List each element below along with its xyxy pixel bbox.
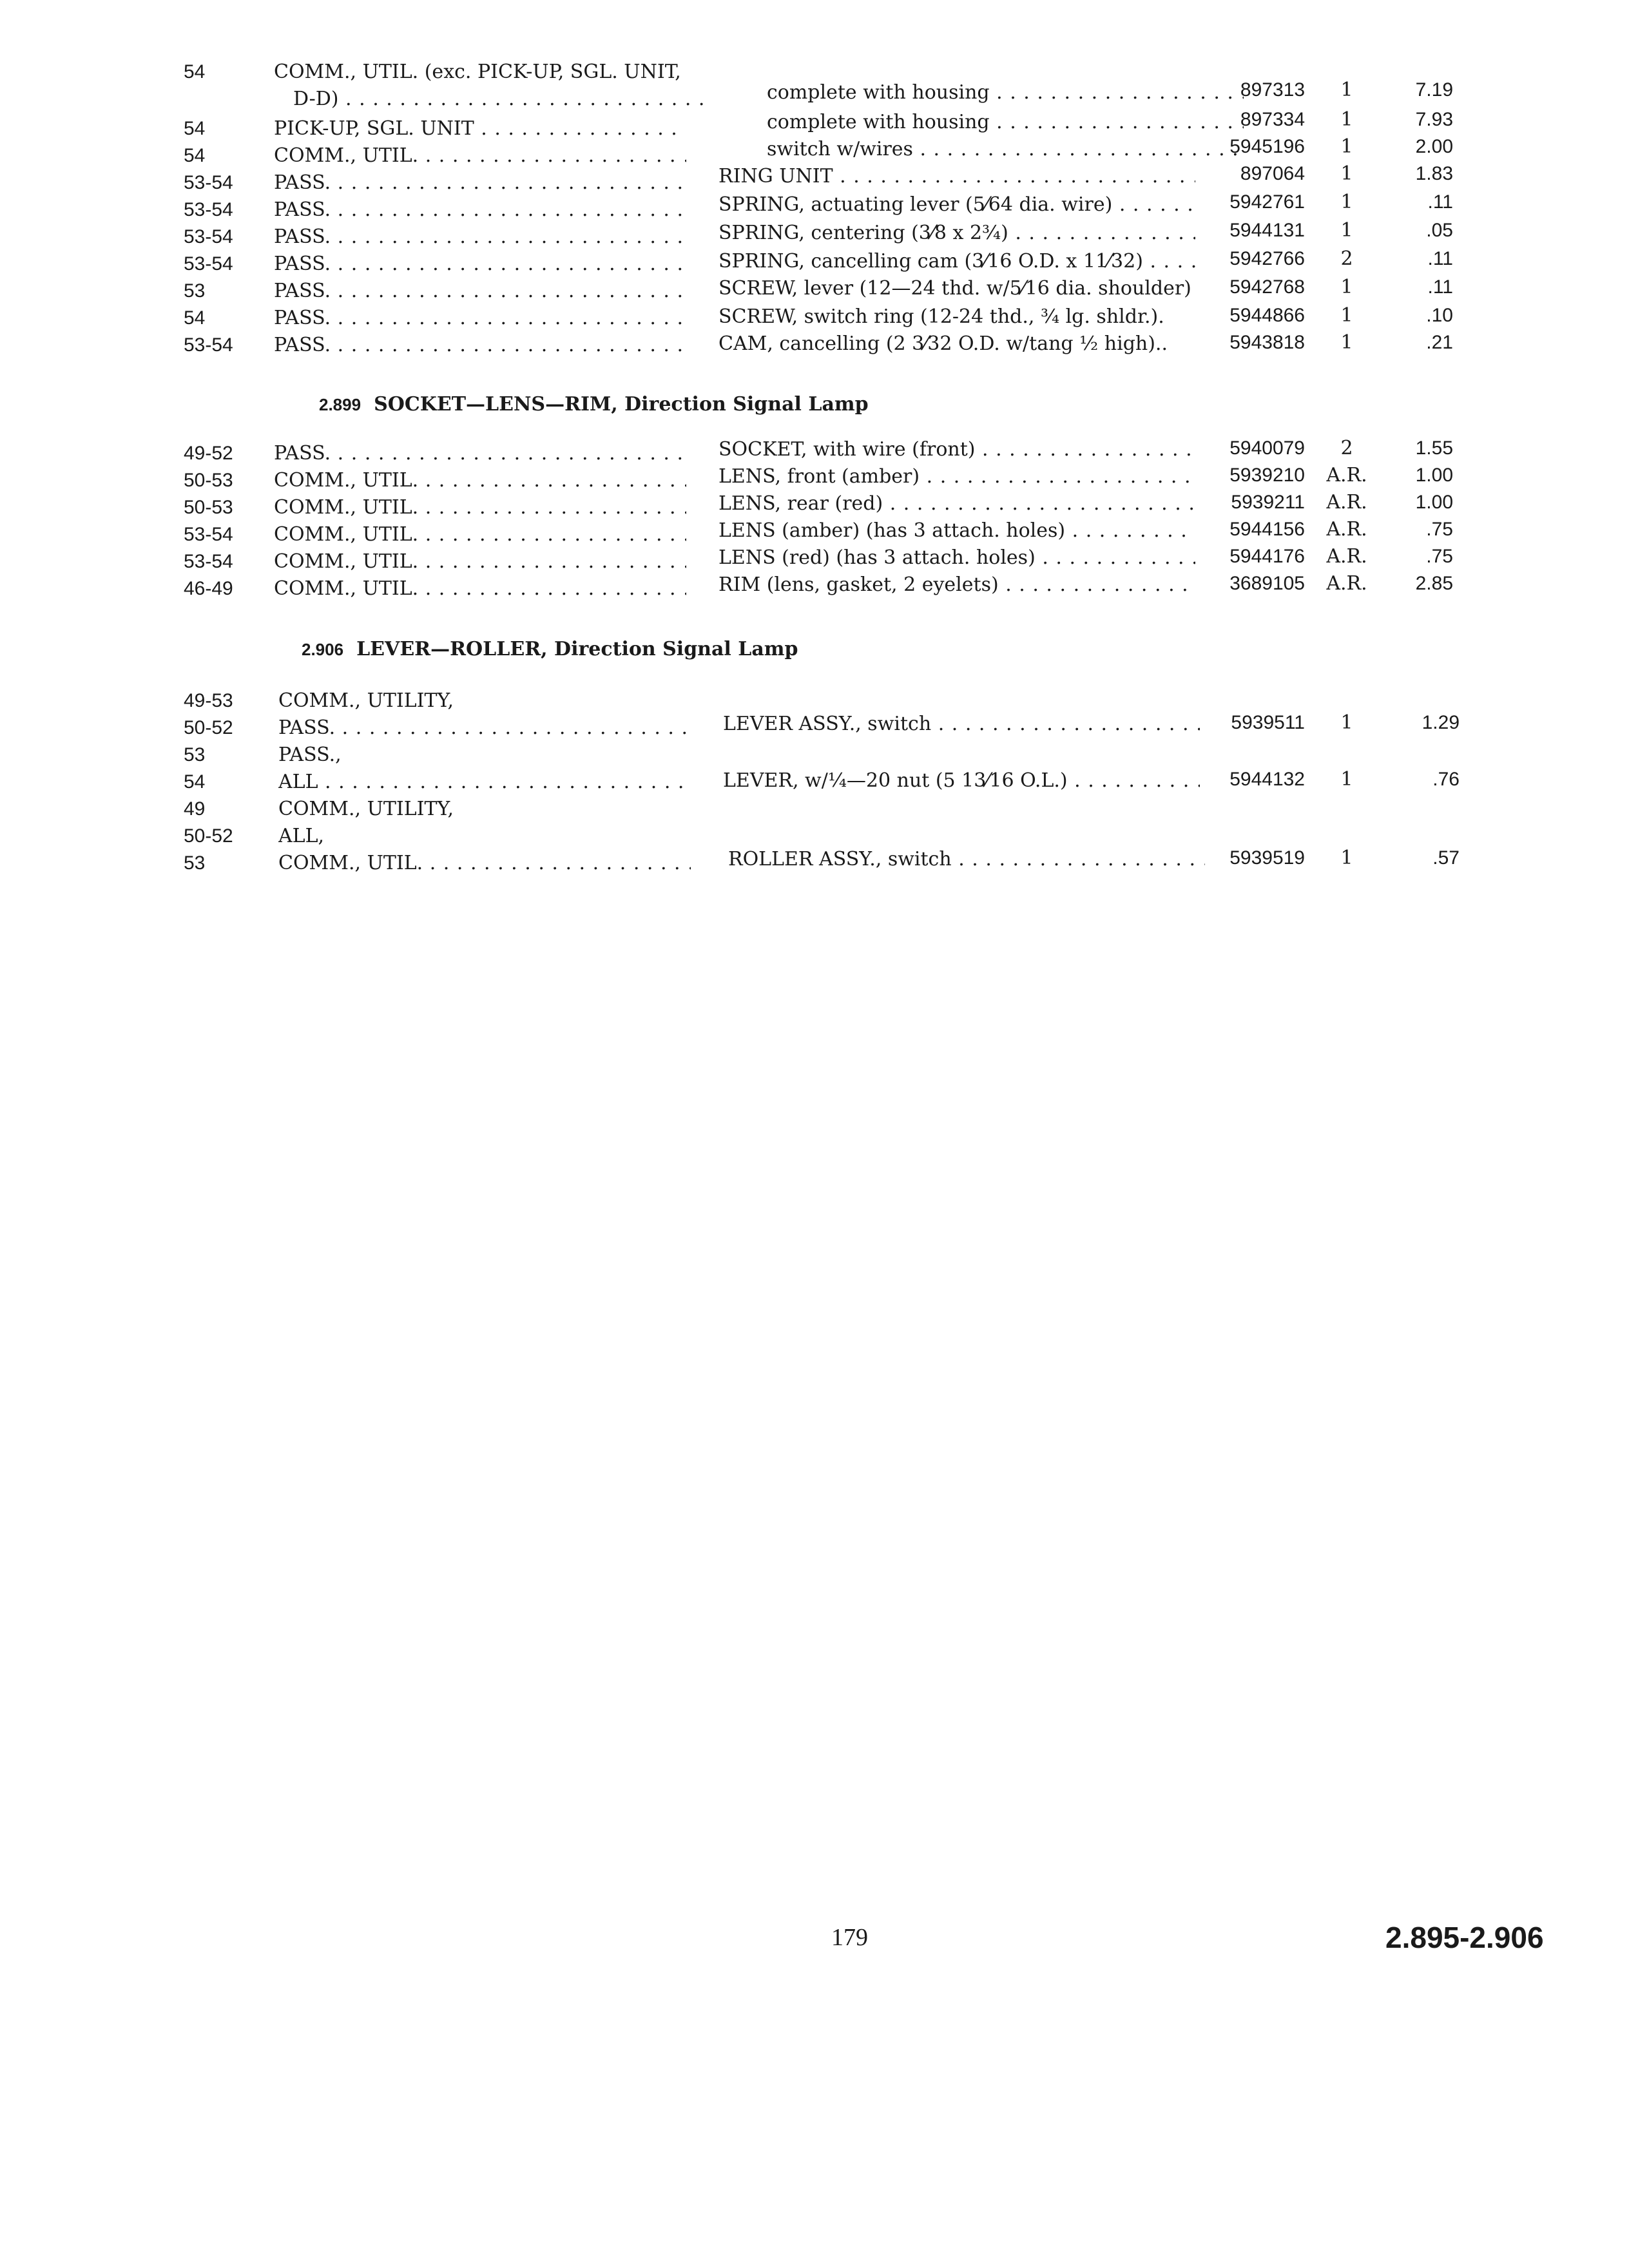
description-cell: SCREW, lever (12—24 thd. w/5⁄16 dia. shoulder) (718, 277, 1191, 300)
description-cell: LEVER ASSY., switch . . . (723, 710, 1200, 738)
model-cell: PASS. . . . (274, 169, 686, 197)
quantity-cell: 2 (1340, 437, 1353, 459)
model-cell: COMM., UTIL. . . . (274, 521, 686, 549)
year-cell: 54 (184, 307, 206, 329)
model-cell: COMM., UTIL. . . . (278, 849, 691, 878)
model-cell: ALL . . . (278, 768, 691, 796)
description-cell: RIM (lens, gasket, 2 eyelets) . . . (718, 571, 1195, 599)
model-cell: PASS. . . . (274, 277, 686, 305)
model-cell: PASS. . . . (278, 714, 691, 742)
part-number-cell: 5943818 (1229, 332, 1305, 353)
model-cell: COMM., UTIL. . . . (274, 548, 686, 576)
description-cell: SOCKET, with wire (front) . . . (718, 436, 1195, 464)
year-cell: 50-52 (184, 825, 233, 847)
year-cell: 50-53 (184, 497, 233, 518)
year-cell: 53-54 (184, 253, 233, 274)
part-number-cell: 897313 (1240, 79, 1305, 101)
year-cell: 53 (184, 852, 206, 874)
description-cell: SPRING, centering (3⁄8 x 2¾) . . . (718, 219, 1195, 247)
table-row (0, 277, 1629, 305)
price-cell: 7.93 (1415, 109, 1453, 130)
year-cell: 53 (184, 280, 206, 302)
quantity-cell: 1 (1340, 276, 1353, 298)
price-cell: .10 (1426, 305, 1453, 326)
model-cell: COMM., UTILITY, (278, 798, 454, 820)
quantity-cell: 2 (1340, 247, 1353, 270)
section-heading (319, 393, 869, 416)
part-number-cell: 5939519 (1229, 847, 1305, 869)
table-row (0, 304, 1629, 332)
part-number-cell: 5940079 (1229, 437, 1305, 459)
quantity-cell: 1 (1340, 162, 1353, 185)
model-cell: PASS., (278, 744, 342, 766)
part-number-cell: 897334 (1240, 109, 1305, 130)
price-cell: .05 (1426, 220, 1453, 241)
quantity-cell: A.R. (1326, 491, 1367, 514)
price-cell: .11 (1427, 276, 1453, 298)
table-row (0, 572, 1629, 603)
price-cell: .11 (1427, 191, 1453, 213)
table-row (0, 795, 1629, 823)
quantity-cell: 1 (1340, 135, 1353, 158)
price-cell: .57 (1432, 847, 1460, 869)
year-cell: 54 (184, 118, 206, 139)
quantity-cell: A.R. (1326, 464, 1367, 486)
part-number-cell: 5944131 (1229, 220, 1305, 241)
year-cell: 54 (184, 145, 206, 166)
model-cell: PASS. . . . (274, 196, 686, 224)
description-cell: switch w/wires . . . (718, 135, 1244, 164)
description-cell: LEVER, w/¼—20 nut (5 13⁄16 O.L.) . . . (723, 767, 1200, 795)
quantity-cell: 1 (1340, 768, 1353, 791)
year-cell: 53-54 (184, 172, 233, 193)
year-cell: 54 (184, 771, 206, 793)
price-cell: .11 (1427, 248, 1453, 269)
description-cell: LENS, rear (red) . . . (718, 490, 1195, 518)
price-cell: .75 (1426, 546, 1453, 567)
year-cell: 53-54 (184, 226, 233, 247)
model-cell: COMM., UTILITY, (278, 689, 454, 712)
price-cell: 2.85 (1415, 573, 1453, 594)
quantity-cell: A.R. (1326, 572, 1367, 595)
price-cell: 7.19 (1415, 79, 1453, 101)
year-cell: 54 (184, 61, 206, 82)
part-number-cell: 897064 (1240, 163, 1305, 184)
table-row (0, 768, 1629, 796)
year-cell: 50-53 (184, 470, 233, 491)
quantity-cell: 1 (1340, 711, 1353, 734)
description-cell: LENS (red) (has 3 attach. holes) . . . (718, 544, 1195, 572)
year-cell: 46-49 (184, 578, 233, 599)
model-cell: PASS. . . . (274, 439, 686, 468)
model-cell: COMM., UTIL. . . . (274, 494, 686, 522)
part-number-cell: 3689105 (1229, 573, 1305, 594)
quantity-cell: 1 (1340, 331, 1353, 354)
model-cell: COMM., UTIL. . . . (274, 142, 686, 170)
year-cell: 49 (184, 798, 206, 820)
year-cell: 53 (184, 744, 206, 765)
table-row (0, 741, 1629, 769)
table-row (0, 331, 1629, 360)
description-cell: SCREW, switch ring (12-24 thd., ¾ lg. shldr.). (718, 305, 1164, 328)
price-cell: 1.83 (1415, 163, 1453, 184)
description-cell: CAM, cancelling (2 3⁄32 O.D. w/tang ½ high).. (718, 332, 1168, 355)
part-number-cell: 5944132 (1229, 769, 1305, 790)
year-cell: 50-52 (184, 717, 233, 738)
quantity-cell: 1 (1340, 79, 1353, 101)
year-cell: 53-54 (184, 199, 233, 220)
part-number-cell: 5942768 (1229, 276, 1305, 298)
part-number-cell: 5939210 (1229, 465, 1305, 486)
year-cell: 53-54 (184, 524, 233, 545)
model-cell: COMM., UTIL. . . . (274, 466, 686, 495)
section-title: LEVER—ROLLER, Direction Signal Lamp (356, 638, 798, 660)
quantity-cell: A.R. (1326, 545, 1367, 568)
part-number-cell: 5944156 (1229, 519, 1305, 540)
part-number-cell: 5939511 (1231, 712, 1305, 733)
part-number-cell: 5942761 (1229, 191, 1305, 213)
model-cell: COMM., UTIL. (exc. PICK-UP, SGL. UNIT, (274, 61, 681, 83)
section-title: SOCKET—LENS—RIM, Direction Signal Lamp (374, 393, 869, 416)
year-cell: 53-54 (184, 334, 233, 356)
model-cell: PASS. . . . (274, 223, 686, 251)
section-number: 2.906 (302, 640, 344, 659)
description-cell: complete with housing . . . (718, 108, 1244, 137)
description-cell: complete with housing . . . (718, 79, 1244, 107)
year-cell: 53-54 (184, 551, 233, 572)
quantity-cell: A.R. (1326, 518, 1367, 541)
year-cell: 49-53 (184, 690, 233, 711)
quantity-cell: 1 (1340, 108, 1353, 131)
description-cell: ROLLER ASSY., switch . . . (728, 845, 1205, 874)
part-number-cell: 5942766 (1229, 248, 1305, 269)
quantity-cell: 1 (1340, 191, 1353, 213)
section-number: 2.899 (319, 395, 361, 414)
price-cell: 1.00 (1415, 465, 1453, 486)
price-cell: .21 (1426, 332, 1453, 353)
quantity-cell: 1 (1340, 219, 1353, 242)
page-number: 179 (831, 1924, 868, 1951)
price-cell: 1.29 (1422, 712, 1460, 733)
price-cell: 2.00 (1415, 136, 1453, 157)
price-cell: .75 (1426, 519, 1453, 540)
part-number-cell: 5939211 (1231, 492, 1305, 513)
part-number-cell: 5944866 (1229, 305, 1305, 326)
table-row (0, 849, 1629, 878)
section-range: 2.895-2.906 (1385, 1921, 1544, 1954)
model-cell: PASS. . . . (274, 331, 686, 360)
quantity-cell: 1 (1340, 304, 1353, 327)
price-cell: 1.55 (1415, 437, 1453, 459)
model-cell: COMM., UTIL. . . . (274, 575, 686, 603)
description-cell: LENS (amber) (has 3 attach. holes) . . . (718, 517, 1195, 545)
model-cell: ALL, (278, 825, 325, 847)
model-cell: D-D) . . . (274, 85, 706, 113)
part-number-cell: 5944176 (1229, 546, 1305, 567)
year-cell: 49-52 (184, 443, 233, 464)
price-cell: .76 (1432, 769, 1460, 790)
model-cell: PASS. . . . (274, 304, 686, 332)
price-cell: 1.00 (1415, 492, 1453, 513)
model-cell: PASS. . . . (274, 250, 686, 278)
section-heading (302, 638, 798, 660)
part-number-cell: 5945196 (1229, 136, 1305, 157)
description-cell: SPRING, actuating lever (5⁄64 dia. wire) . . . (718, 191, 1195, 219)
table-row (0, 711, 1629, 742)
description-cell: RING UNIT . . . (718, 162, 1195, 191)
quantity-cell: 1 (1340, 847, 1353, 869)
description-cell: LENS, front (amber) . . . (718, 463, 1195, 491)
model-cell: PICK-UP, SGL. UNIT . . . (274, 115, 686, 143)
description-cell: SPRING, cancelling cam (3⁄16 O.D. x 11⁄32) . . . (718, 247, 1195, 276)
